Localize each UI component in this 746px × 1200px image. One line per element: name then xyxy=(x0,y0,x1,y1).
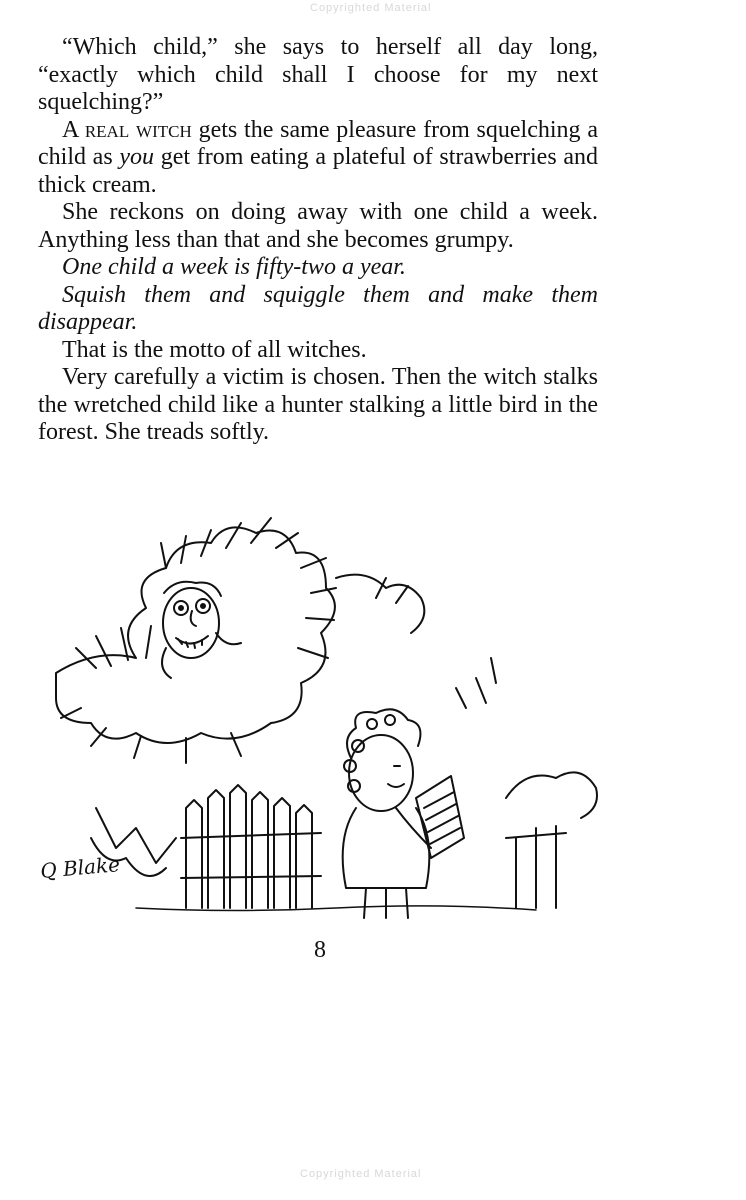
right-bush xyxy=(456,658,597,908)
page-number: 8 xyxy=(314,937,326,963)
child-reading-figure xyxy=(343,709,464,918)
paragraph-1: “Which child,” she says to herself all day long, “exactly which child shall I choose for my next squelching?” xyxy=(38,34,598,115)
picket-fence xyxy=(91,785,321,908)
paragraph-2: A real witch gets the same pleasure from squelching a child as you get from eating a plateful of strawberries and thick cream. xyxy=(38,116,598,198)
witch-face xyxy=(162,582,241,678)
bush-foliage xyxy=(56,518,424,763)
watermark-bottom: Copyrighted Material xyxy=(300,1168,422,1180)
emphasis-word: you xyxy=(119,144,155,170)
body-text xyxy=(38,34,598,447)
illustrator-signature: Q Blake xyxy=(39,852,121,883)
verse-line-2: Squish them and squiggle them and make them disappear. xyxy=(38,281,598,335)
witch-stalking-child-illustration xyxy=(36,508,606,923)
watermark-top: Copyrighted Material xyxy=(310,2,432,14)
paragraph-3: She reckons on doing away with one child a week. Anything less than that and she becomes grumpy. xyxy=(38,199,598,253)
paragraph-5: Very carefully a victim is chosen. Then the witch stalks the wretched child like a hunter stalking a little bird in the forest. She treads softly. xyxy=(38,364,598,445)
verse-line-1: One child a week is fifty-two a year. xyxy=(62,254,406,280)
paragraph-4: That is the motto of all witches. xyxy=(62,336,367,363)
small-caps-phrase: real witch xyxy=(84,116,192,143)
